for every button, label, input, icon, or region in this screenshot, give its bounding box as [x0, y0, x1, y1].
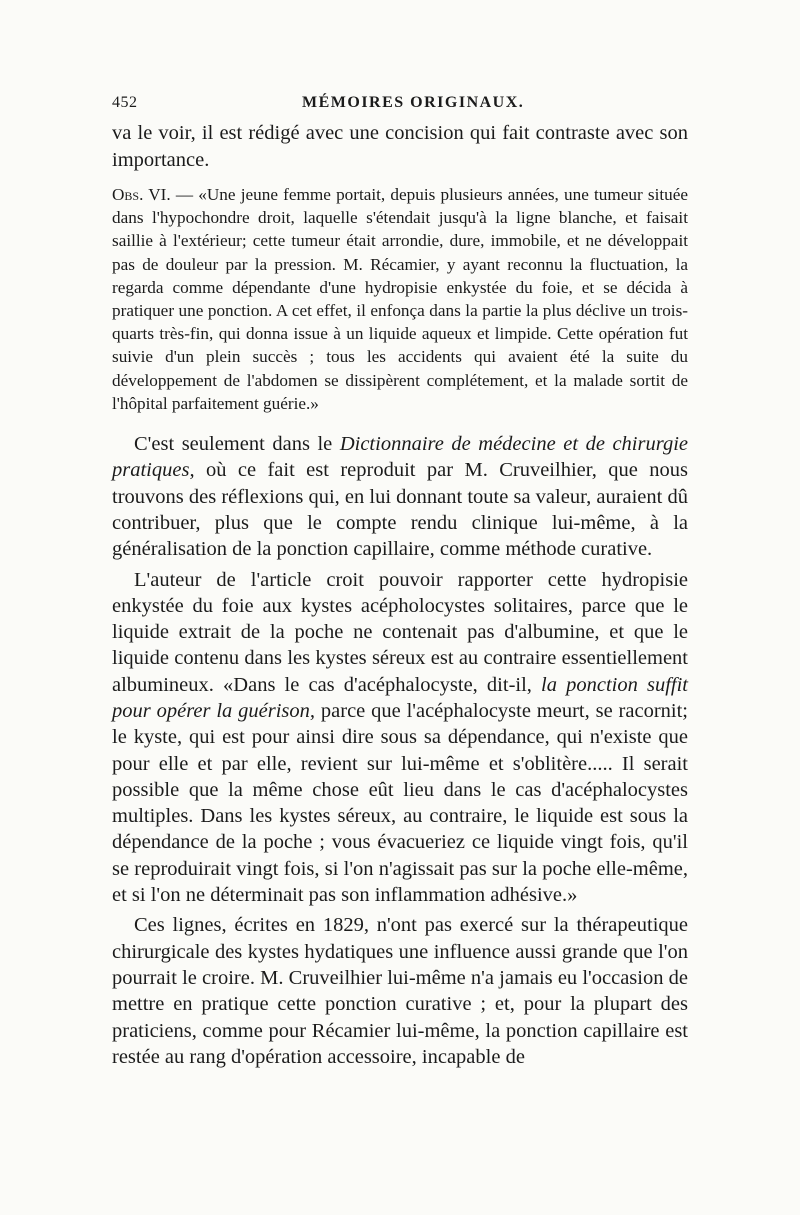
observation-paragraph	[112, 183, 688, 415]
lead-paragraph: va le voir, il est rédigé avec une concision qui fait contraste avec son importance.	[112, 122, 688, 171]
paragraph2-text-end: parce que l'acéphalocyste meurt, se racornit; le kyste, qui est pour ainsi dire sous sa dépendance, qui n'existe que pour elle et par elle, revient sur lui-même et s'oblitère..... Il serait possible que la même chose eût lieu dans le cas d'acéphalocystes multiples. Dans les kystes séreux, au contraire, le liquide est sous la dépendance de la poche ; vous évacueriez ce liquide vingt fois, qu'il se reproduirait vingt fois, si l'on n'agissait pas sur la poche elle-même, et si l'on ne déterminait pas son inflammation adhésive.»	[112, 700, 688, 907]
running-title: MÉMOIRES ORIGINAUX.	[302, 94, 525, 111]
paragraph1-text-end: où ce fait est reproduit par M. Cruveilhier, que nous trouvons des réflexions qui, en lui donnant toute sa valeur, auraient dû contribuer, plus que le compte rendu clinique lui-même, à la généralisation de la ponction capillaire, comme méthode curative.	[112, 459, 688, 561]
page-number: 452	[112, 94, 138, 111]
observation-text: — «Une jeune femme portait, depuis plusieurs années, une tumeur située dans l'hypochondre droit, laquelle s'étendait jusqu'à la ligne blanche, et faisait saillie à l'extérieur; cette tumeur était arrondie, dure, immobile, et ne développait pas de douleur par la pression. M. Récamier, y ayant reconnu la fluctuation, la regarda comme dépendante d'une hydropisie enkystée du foie, et se décida à pratiquer une ponction. A cet effet, il enfonça dans la partie la plus déclive un trois-quarts très-fin, qui donna issue à un liquide aqueux et limpide. Cette opération fut suivie d'un plein succès ; tous les accidents qui avaient été la suite du développement de l'abdomen se dissipèrent complétement, et la malade sortit de l'hôpital parfaitement guérie.»	[112, 185, 688, 413]
observation-label: Obs. VI.	[112, 185, 171, 204]
paragraph-ces-lignes: Ces lignes, écrites en 1829, n'ont pas exercé sur la thérapeutique chirurgicale des kystes hydatiques une influence aussi grande que l'on pourrait le croire. M. Cruveilhier lui-même n'a jamais eu l'occasion de mettre en pratique cette ponction curative ; et, pour la plupart des praticiens, comme pour Récamier lui-même, la ponction capillaire est restée au rang d'opération accessoire, incapable de	[112, 914, 688, 1068]
paragraph-auteur	[112, 567, 688, 909]
paragraph1-text-start: C'est seulement dans le	[134, 433, 340, 456]
paragraph2-text-start: L'auteur de l'article croit pouvoir rapporter cette hydropisie enkystée du foie aux kystes acépholocystes solitaires, parce que le liquide extrait de la poche ne contenait pas d'albumine, et que le liquide contenu dans les kystes séreux est au contraire essentiellement albumineux. «Dans le cas d'acéphalocyste, dit-il,	[112, 568, 688, 696]
book-title-italic: Dictionnaire de médecine et de chirurgie pratiques,	[112, 433, 688, 482]
page-header	[112, 94, 688, 118]
paragraph-dictionnaire	[112, 431, 688, 562]
quote-italic: la ponction suffit pour opérer la guérison,	[112, 673, 688, 722]
